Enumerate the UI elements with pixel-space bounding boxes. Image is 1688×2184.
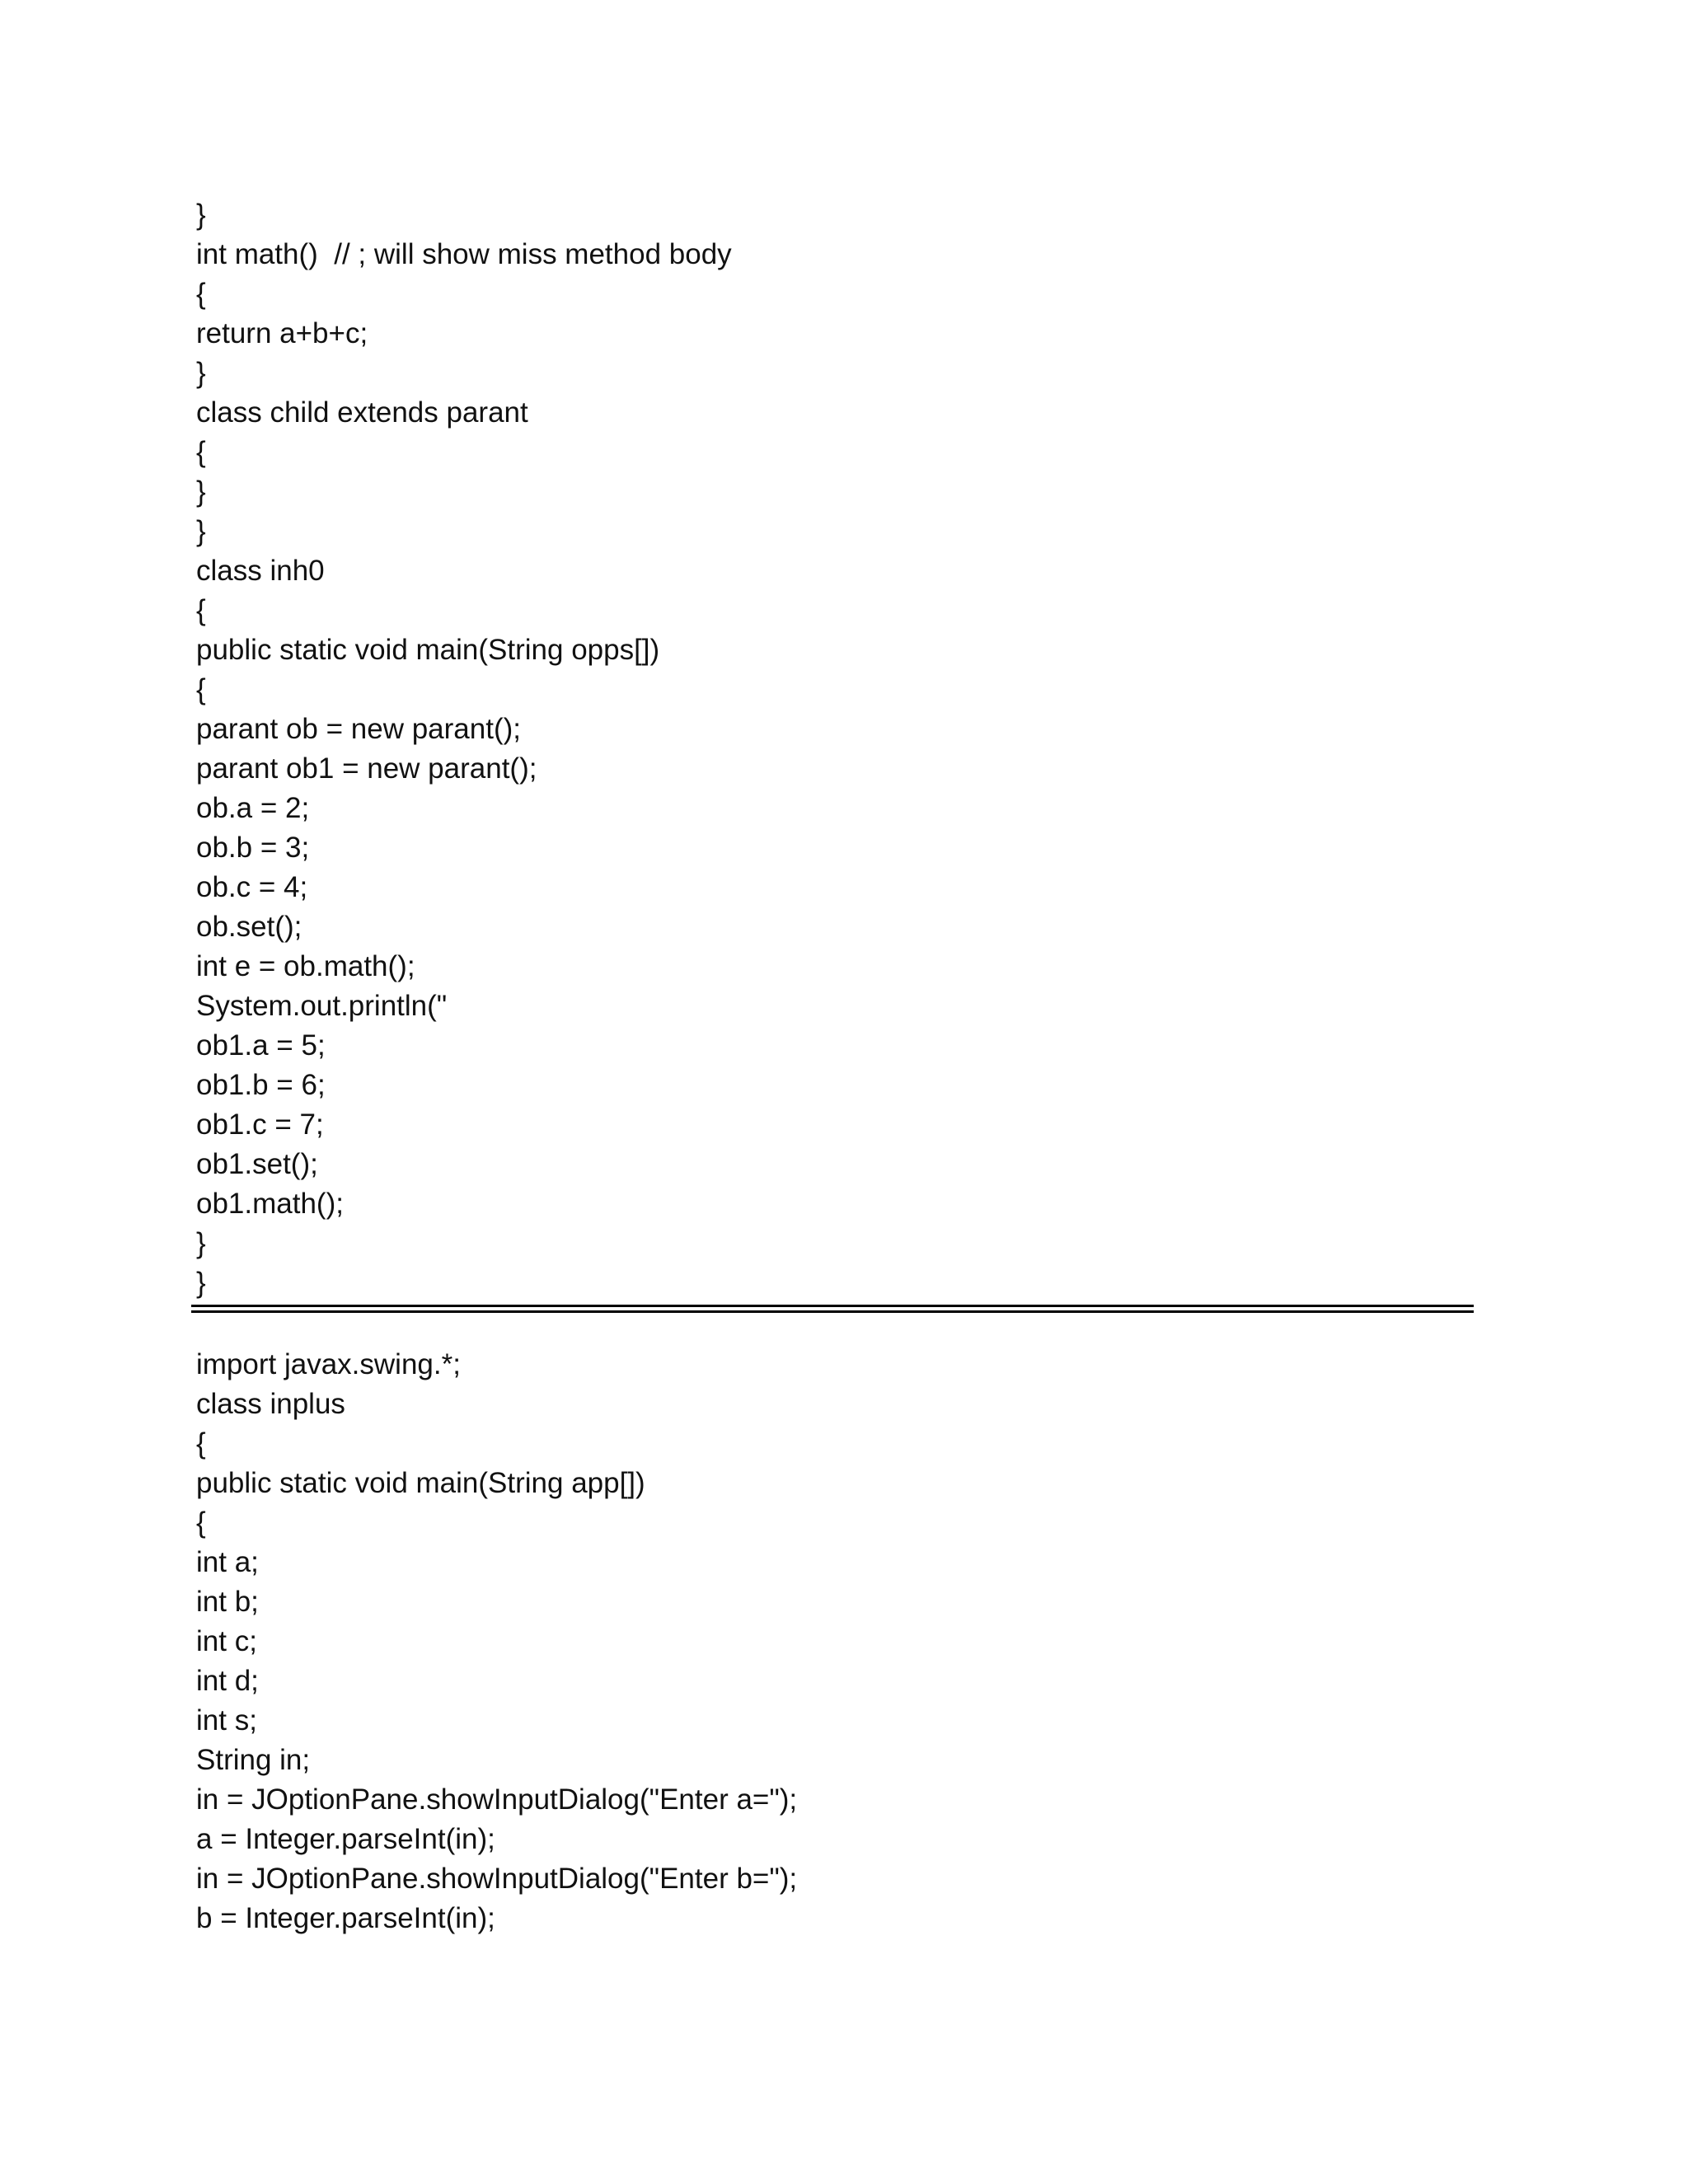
code-line: public static void main(String app[]) — [196, 1467, 645, 1499]
code-line: int c; — [196, 1625, 257, 1657]
code-line: int d; — [196, 1665, 259, 1697]
code-line: ob1.set(); — [196, 1148, 318, 1180]
code-line: int b; — [196, 1586, 259, 1618]
code-line: { — [196, 1507, 206, 1539]
code-line: parant ob = new parant(); — [196, 713, 521, 745]
code-line: ob.c = 4; — [196, 871, 308, 903]
code-line: in = JOptionPane.showInputDialog("Enter a="); — [196, 1783, 798, 1816]
code-line: { — [196, 673, 206, 705]
code-line: ob.set(); — [196, 911, 302, 943]
code-section-1 — [196, 195, 732, 1303]
code-line: ob1.c = 7; — [196, 1108, 324, 1141]
code-line: public static void main(String opps[]) — [196, 634, 660, 666]
code-line: } — [196, 476, 206, 508]
code-line: ob.a = 2; — [196, 792, 310, 824]
code-line: { — [196, 436, 206, 468]
code-line: int a; — [196, 1546, 259, 1578]
code-line: ob1.a = 5; — [196, 1029, 326, 1062]
code-line: class inplus — [196, 1388, 345, 1420]
code-line: ob1.b = 6; — [196, 1069, 326, 1101]
code-section-2 — [196, 1345, 797, 1938]
double-rule-bottom-line — [191, 1310, 1474, 1313]
code-line: class child extends parant — [196, 396, 528, 429]
code-line: return a+b+c; — [196, 317, 368, 349]
code-line: { — [196, 594, 206, 626]
code-line: } — [196, 357, 206, 389]
code-line: } — [196, 1267, 206, 1299]
code-line: in = JOptionPane.showInputDialog("Enter b="); — [196, 1863, 798, 1895]
code-line: a = Integer.parseInt(in); — [196, 1823, 495, 1855]
code-line: } — [196, 515, 206, 547]
code-line: class inh0 — [196, 555, 325, 587]
code-line: } — [196, 1227, 206, 1259]
code-line: ob1.math(); — [196, 1188, 344, 1220]
code-line: System.out.println(" — [196, 990, 448, 1022]
code-line: int math() // ; will show miss method body — [196, 238, 732, 270]
code-line: ob.b = 3; — [196, 832, 310, 864]
code-line: int e = ob.math(); — [196, 950, 415, 982]
code-line: import javax.swing.*; — [196, 1348, 461, 1380]
double-rule-top-line — [191, 1305, 1474, 1307]
code-line: String in; — [196, 1744, 311, 1776]
code-line: } — [196, 199, 206, 231]
code-line: b = Integer.parseInt(in); — [196, 1902, 495, 1934]
code-line: { — [196, 278, 206, 310]
code-line: parant ob1 = new parant(); — [196, 752, 537, 785]
code-line: int s; — [196, 1704, 257, 1736]
code-line: { — [196, 1427, 206, 1460]
